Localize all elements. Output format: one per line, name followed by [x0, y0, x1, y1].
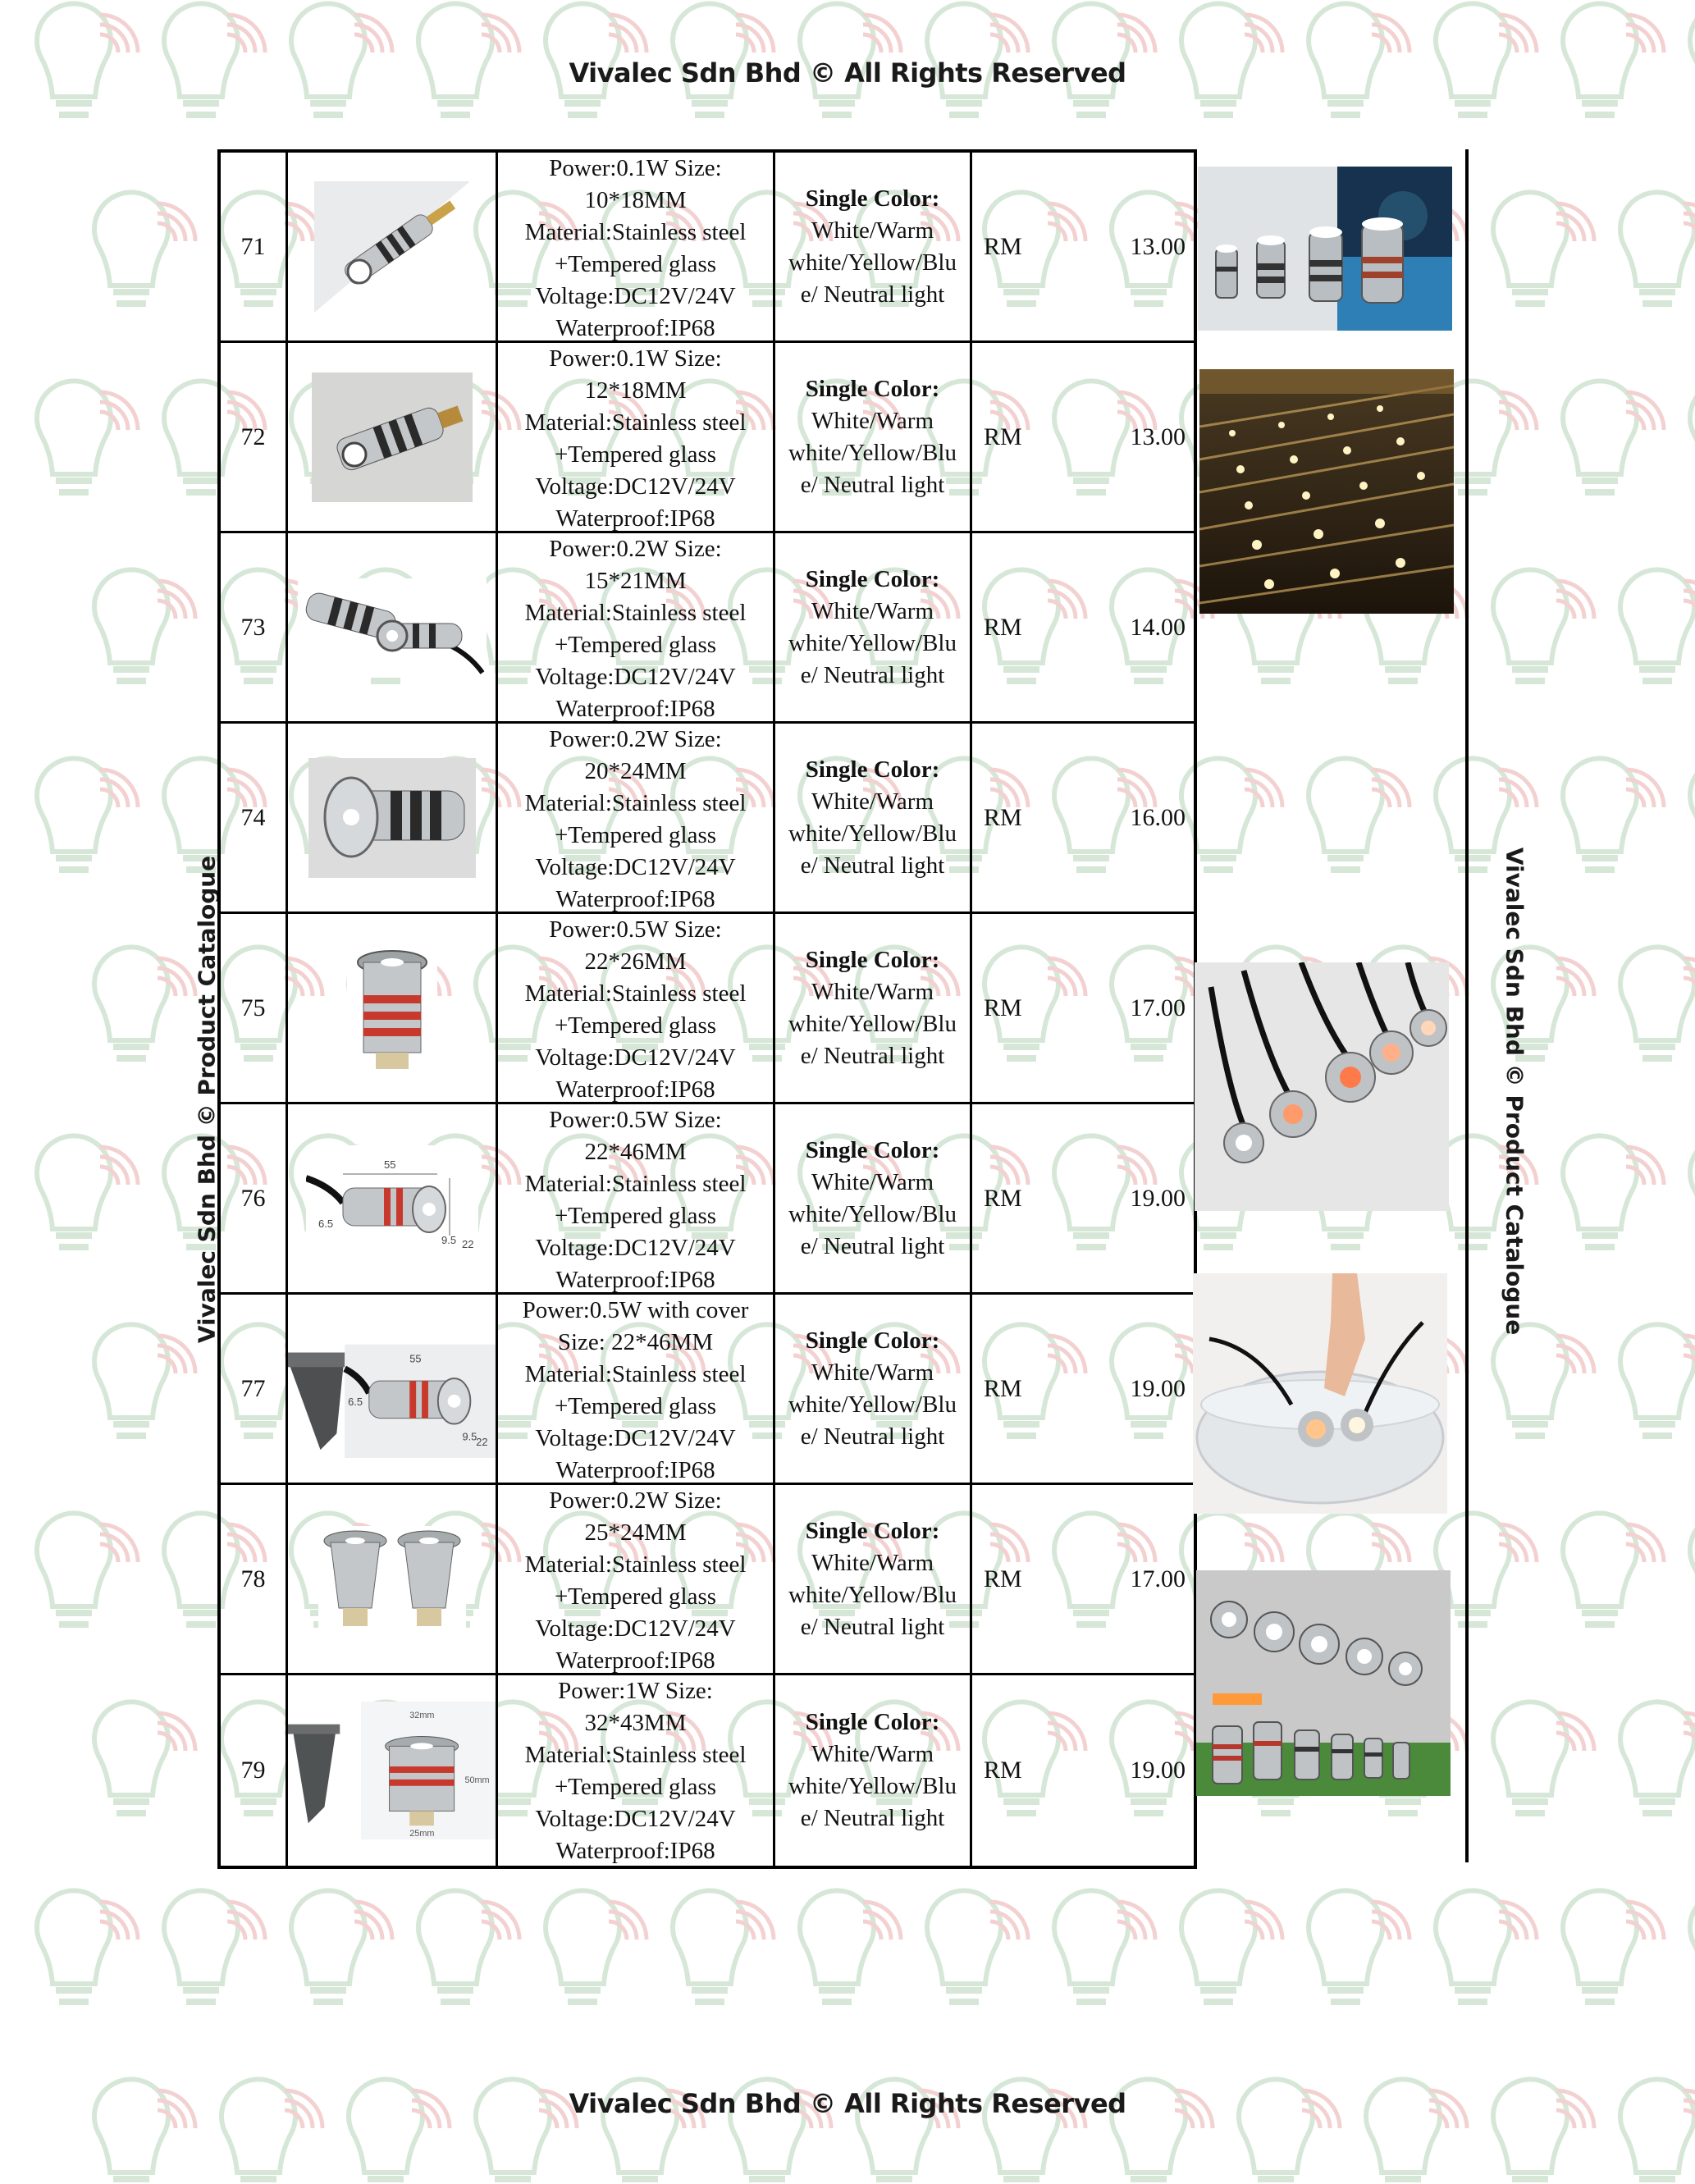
color-title: Single Color:: [805, 1517, 940, 1544]
svg-text:9.5: 9.5: [462, 1429, 477, 1442]
currency: RM: [984, 1184, 1022, 1212]
item-number: 78: [221, 1485, 288, 1673]
color-line: White/Warm: [811, 407, 934, 434]
photo-pool-lights: [1198, 167, 1452, 331]
spec-line: Voltage:DC12V/24V: [535, 1235, 736, 1261]
color-line: e/ Neutral light: [800, 471, 945, 498]
spec-line: Waterproof:IP68: [555, 1076, 715, 1103]
color-line: e/ Neutral light: [800, 1805, 945, 1831]
price-cell: [972, 1485, 1194, 1673]
photo-product-lineup: [1196, 1570, 1451, 1796]
spec-line: Waterproof:IP68: [555, 886, 715, 912]
spec-line: Material:Stainless steel: [524, 219, 747, 245]
spec-line: Waterproof:IP68: [555, 696, 715, 722]
color-line: white/Yellow/Blu: [788, 629, 957, 656]
product-image: [288, 343, 498, 531]
price-cell: [972, 533, 1194, 721]
color-options: [775, 343, 972, 531]
spec-line: 25*24MM: [584, 1519, 687, 1546]
price: 13.00: [1130, 232, 1186, 260]
color-options: [775, 724, 972, 912]
price: 13.00: [1130, 423, 1186, 450]
item-number: 71: [221, 153, 288, 340]
color-line: White/Warm: [811, 1359, 934, 1386]
spec-line: Voltage:DC12V/24V: [535, 283, 736, 309]
product-table: [217, 149, 1197, 1869]
product-specs: [498, 724, 775, 912]
price: 14.00: [1130, 613, 1186, 641]
color-title: Single Color:: [805, 1709, 940, 1735]
color-line: e/ Neutral light: [800, 1042, 945, 1069]
spec-line: 22*46MM: [584, 1139, 687, 1165]
price-cell: [972, 724, 1194, 912]
color-line: White/Warm: [811, 597, 934, 624]
color-line: white/Yellow/Blu: [788, 1010, 957, 1037]
spec-line: +Tempered glass: [554, 1203, 717, 1229]
svg-text:6.5: 6.5: [318, 1217, 333, 1230]
color-line: white/Yellow/Blu: [788, 249, 957, 276]
spec-line: Waterproof:IP68: [555, 1457, 715, 1483]
color-options: [775, 1485, 972, 1673]
item-number: 75: [221, 914, 288, 1102]
svg-text:25mm: 25mm: [409, 1829, 435, 1839]
price-cell: [972, 153, 1194, 340]
svg-text:55: 55: [409, 1351, 422, 1364]
color-options: [775, 153, 972, 340]
spec-line: +Tempered glass: [554, 1583, 717, 1610]
product-specs: [498, 1675, 775, 1866]
spec-line: Waterproof:IP68: [555, 1267, 715, 1293]
currency: RM: [984, 803, 1022, 831]
price-cell: [972, 914, 1194, 1102]
spec-line: Material:Stainless steel: [524, 1742, 747, 1768]
spec-line: +Tempered glass: [554, 1774, 717, 1800]
color-options: [775, 1295, 972, 1483]
spec-line: 15*21MM: [584, 568, 687, 594]
spec-line: Voltage:DC12V/24V: [535, 1425, 736, 1451]
spec-line: +Tempered glass: [554, 441, 717, 468]
table-row: [221, 1675, 1194, 1866]
color-line: e/ Neutral light: [800, 852, 945, 879]
color-line: White/Warm: [811, 788, 934, 815]
item-number: 74: [221, 724, 288, 912]
product-image: [288, 1485, 498, 1673]
color-title: Single Color:: [805, 1327, 940, 1354]
color-options: [775, 533, 972, 721]
color-title: Single Color:: [805, 185, 940, 212]
color-title: Single Color:: [805, 756, 940, 783]
product-image: [288, 724, 498, 912]
color-title: Single Color:: [805, 946, 940, 973]
product-image: [288, 1104, 498, 1292]
item-number: 77: [221, 1295, 288, 1483]
color-line: White/Warm: [811, 1741, 934, 1767]
color-line: White/Warm: [811, 217, 934, 244]
spec-line: 22*26MM: [584, 948, 687, 975]
spec-line: Power:0.2W Size:: [549, 726, 722, 752]
table-row: [221, 1104, 1194, 1295]
photo-water-bowl: [1193, 1273, 1447, 1514]
svg-text:32mm: 32mm: [409, 1710, 435, 1720]
spec-line: Power:1W Size:: [558, 1678, 713, 1704]
product-specs: [498, 1485, 775, 1673]
spec-line: +Tempered glass: [554, 822, 717, 848]
spec-line: Waterproof:IP68: [555, 1838, 715, 1864]
item-number: 76: [221, 1104, 288, 1292]
color-line: white/Yellow/Blu: [788, 1391, 957, 1418]
spec-line: Power:0.1W Size:: [549, 155, 722, 181]
spec-line: 12*18MM: [584, 377, 687, 404]
product-image: [288, 1295, 498, 1483]
price: 17.00: [1130, 1565, 1186, 1592]
spec-line: Power:0.1W Size:: [549, 345, 722, 372]
svg-text:22: 22: [476, 1435, 488, 1448]
side-label-right: Vivalec Sdn Bhd © Product Catalogue: [1501, 847, 1528, 1336]
spec-line: Waterproof:IP68: [555, 315, 715, 341]
price-cell: [972, 1295, 1194, 1483]
spec-line: Material:Stainless steel: [524, 1551, 747, 1578]
spec-line: Power:0.2W Size:: [549, 536, 722, 562]
photo-cable-lights: [1195, 962, 1449, 1211]
item-number: 73: [221, 533, 288, 721]
product-specs: [498, 343, 775, 531]
price-cell: [972, 1104, 1194, 1292]
color-line: e/ Neutral light: [800, 1613, 945, 1640]
spec-line: +Tempered glass: [554, 251, 717, 277]
spec-line: Voltage:DC12V/24V: [535, 473, 736, 500]
spec-line: Material:Stainless steel: [524, 409, 747, 436]
svg-text:55: 55: [383, 1158, 395, 1171]
svg-text:9.5: 9.5: [441, 1233, 456, 1246]
spec-line: +Tempered glass: [554, 1393, 717, 1419]
currency: RM: [984, 1374, 1022, 1402]
color-line: White/Warm: [811, 1168, 934, 1195]
color-options: [775, 914, 972, 1102]
price: 17.00: [1130, 994, 1186, 1021]
spec-line: +Tempered glass: [554, 632, 717, 658]
price: 16.00: [1130, 803, 1186, 831]
page-footer: Vivalec Sdn Bhd © All Rights Reserved: [569, 2088, 1126, 2119]
color-options: [775, 1104, 972, 1292]
spec-line: Material:Stainless steel: [524, 1361, 747, 1387]
currency: RM: [984, 423, 1022, 450]
table-row: [221, 1485, 1194, 1675]
spec-line: Waterproof:IP68: [555, 505, 715, 532]
spec-line: Voltage:DC12V/24V: [535, 1806, 736, 1832]
spec-line: Voltage:DC12V/24V: [535, 1044, 736, 1071]
spec-line: Waterproof:IP68: [555, 1647, 715, 1674]
spec-line: Size: 22*46MM: [557, 1329, 714, 1355]
page-header: Vivalec Sdn Bhd © All Rights Reserved: [569, 57, 1126, 89]
color-line: e/ Neutral light: [800, 1232, 945, 1259]
color-line: white/Yellow/Blu: [788, 1581, 957, 1608]
table-row: [221, 914, 1194, 1104]
spec-line: Material:Stainless steel: [524, 1171, 747, 1197]
color-line: white/Yellow/Blu: [788, 820, 957, 847]
table-row: [221, 153, 1194, 343]
product-image: [288, 533, 498, 721]
price: 19.00: [1130, 1184, 1186, 1212]
price: 19.00: [1130, 1757, 1186, 1784]
svg-text:6.5: 6.5: [348, 1395, 363, 1408]
item-number: 79: [221, 1675, 288, 1866]
color-line: White/Warm: [811, 978, 934, 1005]
item-number: 72: [221, 343, 288, 531]
spec-line: 32*43MM: [584, 1710, 687, 1736]
svg-text:50mm: 50mm: [464, 1775, 490, 1785]
color-title: Single Color:: [805, 565, 940, 592]
color-options: [775, 1675, 972, 1866]
product-image: [288, 914, 498, 1102]
spec-line: Material:Stainless steel: [524, 980, 747, 1007]
product-specs: [498, 1104, 775, 1292]
product-specs: [498, 153, 775, 340]
spec-line: Power:0.5W with cover: [522, 1297, 749, 1323]
spec-line: Power:0.5W Size:: [549, 916, 722, 943]
side-label-left: Vivalec Sdn Bhd © Product Catalogue: [193, 855, 221, 1344]
spec-line: Power:0.2W Size:: [549, 1487, 722, 1514]
spec-line: Voltage:DC12V/24V: [535, 1615, 736, 1642]
currency: RM: [984, 613, 1022, 641]
right-border-line: [1465, 149, 1469, 1862]
color-line: White/Warm: [811, 1549, 934, 1576]
photo-stair-lights: [1199, 369, 1454, 614]
spec-line: Voltage:DC12V/24V: [535, 854, 736, 880]
color-line: e/ Neutral light: [800, 281, 945, 308]
currency: RM: [984, 994, 1022, 1021]
table-row: [221, 1295, 1194, 1485]
spec-line: +Tempered glass: [554, 1012, 717, 1039]
product-specs: [498, 914, 775, 1102]
product-image: [288, 1675, 498, 1866]
color-title: Single Color:: [805, 1136, 940, 1163]
spec-line: 10*18MM: [584, 187, 687, 213]
currency: RM: [984, 1757, 1022, 1784]
spec-line: Power:0.5W Size:: [549, 1107, 722, 1133]
product-specs: [498, 533, 775, 721]
table-row: [221, 724, 1194, 914]
product-image: [288, 153, 498, 340]
spec-line: Material:Stainless steel: [524, 600, 747, 626]
color-line: white/Yellow/Blu: [788, 439, 957, 466]
price-cell: [972, 343, 1194, 531]
color-line: e/ Neutral light: [800, 1423, 945, 1450]
table-row: [221, 533, 1194, 724]
color-line: white/Yellow/Blu: [788, 1773, 957, 1799]
currency: RM: [984, 1565, 1022, 1592]
currency: RM: [984, 232, 1022, 260]
color-line: e/ Neutral light: [800, 661, 945, 688]
price-cell: [972, 1675, 1194, 1866]
svg-text:22: 22: [461, 1237, 473, 1250]
color-line: white/Yellow/Blu: [788, 1200, 957, 1227]
spec-line: Voltage:DC12V/24V: [535, 664, 736, 690]
color-title: Single Color:: [805, 375, 940, 402]
product-specs: [498, 1295, 775, 1483]
spec-line: 20*24MM: [584, 758, 687, 784]
spec-line: Material:Stainless steel: [524, 790, 747, 816]
price: 19.00: [1130, 1374, 1186, 1402]
table-row: [221, 343, 1194, 533]
